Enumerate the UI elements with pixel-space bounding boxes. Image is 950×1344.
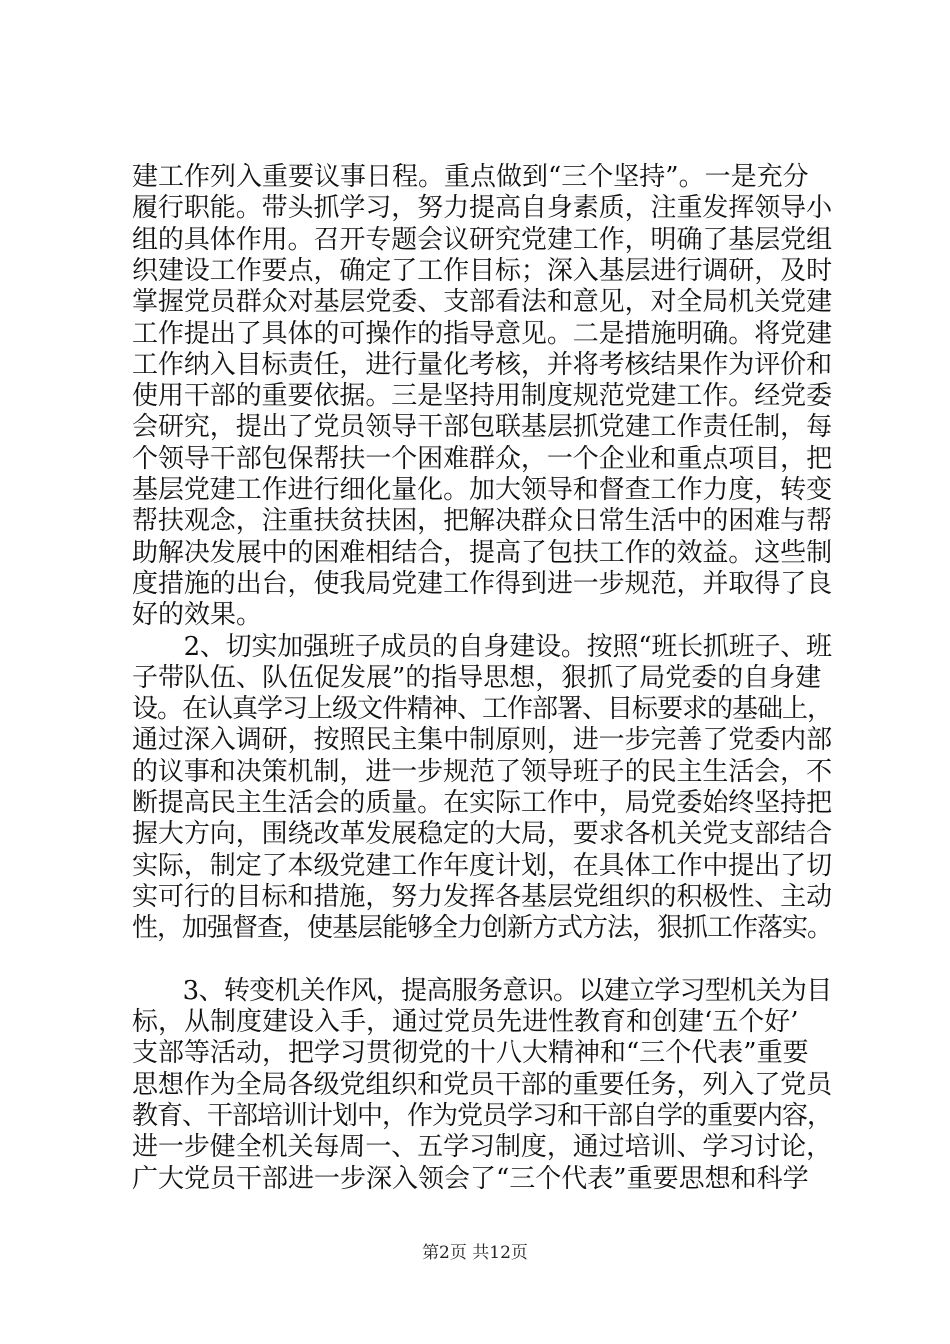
text-line: 教育、干部培训计划中，作为党员学习和干部自学的重要内容，	[132, 1101, 833, 1131]
text-line: 标，从制度建设入手，通过党员先进性教育和创建‘五个好’	[132, 1007, 799, 1038]
text-line: 助解决发展中的困难相结合，提高了包扶工作的效益。这些制	[132, 537, 833, 568]
text-line: 织建设工作要点，确定了工作目标；深入基层进行调研，及时	[132, 255, 833, 286]
text-line: 子带队伍、队伍促发展”的指导思想，狠抓了局党委的自身建	[132, 662, 822, 693]
text-line: 会研究，提出了党员领导干部包联基层抓党建工作责任制，每	[132, 412, 833, 443]
text-line: 好的效果。	[132, 600, 263, 631]
text-line: 3、转变机关作风，提高服务意识。以建立学习型机关为目	[132, 975, 832, 1006]
text-line: 基层党建工作进行细化量化。加大领导和督查工作力度，转变	[132, 475, 833, 505]
text-line: 的议事和决策机制，进一步规范了领导班子的民主生活会，不	[132, 756, 833, 787]
text-line: 思想作为全局各级党组织和党员干部的重要任务，列入了党员	[132, 1069, 833, 1100]
text-line: 实可行的目标和措施，努力发挥各基层党组织的积极性、主动	[132, 881, 833, 912]
text-line: 个领导干部包保帮扶一个困难群众，一个企业和重点项目，把	[132, 443, 833, 474]
text-line: 工作提出了具体的可操作的指导意见。二是措施明确。将党建	[132, 318, 833, 349]
text-line: 进一步健全机关每周一、五学习制度，通过培训、学习讨论，	[132, 1132, 833, 1163]
text-line: 支部等活动，把学习贯彻党的十八大精神和“三个代表”重要	[132, 1038, 809, 1069]
page-number-label: 第2页 共12页	[422, 1243, 528, 1263]
text-line: 广大党员干部进一步深入领会了“三个代表”重要思想和科学	[132, 1163, 809, 1194]
text-line: 握大方向，围绕改革发展稳定的大局，要求各机关党支部结合	[132, 819, 833, 850]
text-line: 2、切实加强班子成员的自身建设。按照“班长抓班子、班	[132, 631, 832, 662]
text-line: 通过深入调研，按照民主集中制原则，进一步完善了党委内部	[132, 725, 833, 756]
text-line: 使用干部的重要依据。三是坚持用制度规范党建工作。经党委	[132, 381, 833, 412]
text-line: 性，加强督查，使基层能够全力创新方式方法，狠抓工作落实。	[132, 913, 833, 944]
text-line: 掌握党员群众对基层党委、支部看法和意见，对全局机关党建	[132, 287, 833, 318]
text-line: 断提高民主生活会的质量。在实际工作中，局党委始终坚持把	[132, 788, 833, 818]
text-line: 实际，制定了本级党建工作年度计划，在具体工作中提出了切	[132, 850, 833, 881]
text-line: 帮扶观念，注重扶贫扶困，把解决群众日常生活中的困难与帮	[132, 506, 833, 537]
text-line: 设。在认真学习上级文件精神、工作部署、目标要求的基础上，	[132, 694, 833, 725]
text-line: 建工作列入重要议事日程。重点做到“三个坚持”。一是充分	[132, 162, 809, 192]
text-line: 工作纳入目标责任，进行量化考核，并将考核结果作为评价和	[132, 349, 833, 380]
text-line: 组的具体作用。召开专题会议研究党建工作，明确了基层党组	[132, 224, 833, 255]
page-footer	[0, 1242, 950, 1264]
text-line: 履行职能。带头抓学习，努力提高自身素质，注重发挥领导小	[132, 193, 833, 224]
text-line: 度措施的出台，使我局党建工作得到进一步规范，并取得了良	[132, 568, 833, 599]
